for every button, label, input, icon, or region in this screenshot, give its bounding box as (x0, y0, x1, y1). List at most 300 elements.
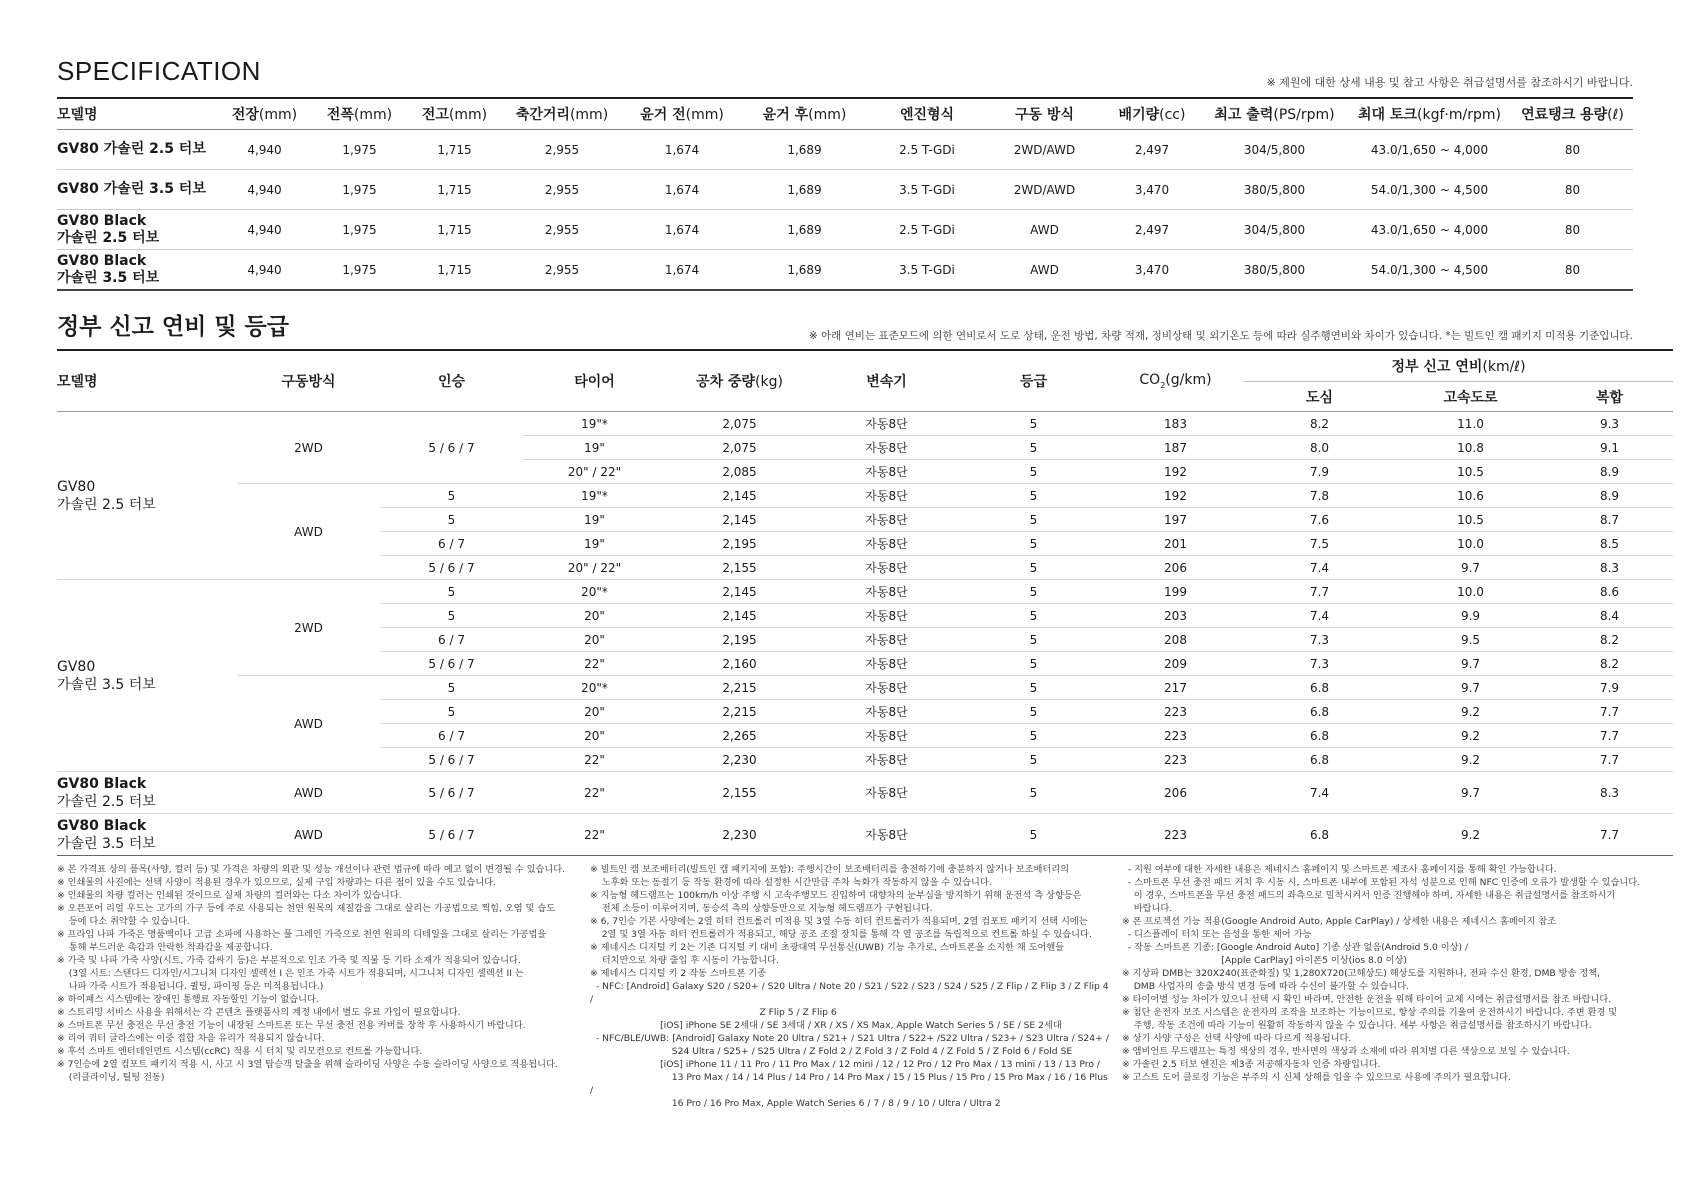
fuel-co2-cell: 223 (1107, 748, 1244, 772)
fuel-comb-cell: 8.3 (1546, 556, 1673, 580)
spec-cell: 1,715 (407, 210, 502, 250)
fuel-model-cell (57, 772, 237, 814)
spec-model-cell (57, 170, 217, 210)
spec-cell: 1,689 (742, 250, 867, 291)
fuel-co2-cell: 203 (1107, 604, 1244, 628)
spec-header-label: 윤거 후 (762, 107, 809, 123)
fuel-city-cell: 6.8 (1244, 724, 1395, 748)
spec-cell: 1,975 (312, 170, 407, 210)
fuel-co2-cell: 197 (1107, 508, 1244, 532)
fuel-city-cell: 7.9 (1244, 460, 1395, 484)
fuel-seats-cell: 5 (380, 700, 523, 724)
fuel-grade-cell: 5 (960, 700, 1107, 724)
fuel-grade-cell: 5 (960, 772, 1107, 814)
fuel-city-cell: 7.3 (1244, 628, 1395, 652)
fuel-hw-cell: 10.8 (1395, 436, 1546, 460)
fuel-weight-cell: 2,145 (666, 508, 813, 532)
spec-cell: 380/5,800 (1202, 250, 1347, 291)
fuel-hw-cell: 11.0 (1395, 412, 1546, 436)
fuel-co2-cell: 217 (1107, 676, 1244, 700)
fuel-weight-cell: 2,155 (666, 772, 813, 814)
fuel-grade-cell: 5 (960, 508, 1107, 532)
note-item: ※ 가솔린 2.5 터보 엔진은 제3종 저공해자동차 인증 차량입니다. (1122, 1059, 1381, 1070)
fuel-model-cell (57, 814, 237, 856)
spec-header-label: 윤거 전 (640, 107, 686, 123)
fuel-city-cell: 6.8 (1244, 748, 1395, 772)
fuel-grade-cell: 5 (960, 748, 1107, 772)
spec-cell: 1,689 (742, 170, 867, 210)
note-item: ※ 하이패스 시스템에는 장애인 통행료 자동할인 기능이 없습니다. (57, 994, 319, 1005)
notes-column-3 (1122, 863, 1642, 1084)
fuel-h-weight: 공차 중량(kg) (666, 350, 813, 412)
fuel-trans-cell: 자동8단 (813, 556, 960, 580)
fuel-drive-cell: AWD (237, 772, 380, 814)
spec-header-unit: (mm) (353, 107, 393, 123)
fuel-comb-cell: 9.3 (1546, 412, 1673, 436)
spec-header-label: 구동 방식 (1015, 107, 1074, 123)
fuel-city-cell: 8.2 (1244, 412, 1395, 436)
spec-cell: 1,674 (622, 130, 742, 170)
spec-header-label: 엔진형식 (899, 107, 955, 123)
fuel-comb-cell: 8.7 (1546, 508, 1673, 532)
spec-cell: 1,689 (742, 130, 867, 170)
fuel-city-cell: 6.8 (1244, 814, 1395, 856)
fuel-comb-cell: 8.9 (1546, 460, 1673, 484)
note-item: ※ 폰 프로젝션 기능 적용(Google Android Auto, Apple CarPlay) / 상세한 내용은 제네시스 홈페이지 참조 - 디스플레이 터치 또는 음성을 통한 제어 가능 - 작동 스마트폰 기종: [Google Android Auto] 기종 상관 없음(Android 5.0 이상) / [Apple CarPlay] 아이폰5 이상(ios 8.0 이상) (1122, 916, 1557, 966)
spec-cell: 2.5 T-GDi (867, 210, 987, 250)
fuel-trans-cell: 자동8단 (813, 412, 960, 436)
note-item: ※ 본 가격표 상의 품목(사양, 컬러 등) 및 가격은 차량의 외관 및 성능 개선이나 관련 법규에 따라 예고 없이 변경될 수 있습니다. (57, 864, 566, 875)
fuel-weight-cell: 2,230 (666, 814, 813, 856)
fuel-seats-cell: 5 / 6 / 7 (380, 748, 523, 772)
fuel-grade-cell: 5 (960, 652, 1107, 676)
fuel-h-grade: 등급 (960, 350, 1107, 412)
fuel-co2-cell: 192 (1107, 484, 1244, 508)
fuel-weight-cell: 2,075 (666, 436, 813, 460)
spec-row (57, 170, 1633, 210)
fuel-city-cell: 7.4 (1244, 604, 1395, 628)
spec-model-line2: 가솔린 2.5 터보 (57, 229, 160, 246)
spec-cell: 2,497 (1102, 210, 1202, 250)
spec-header-cell (1102, 98, 1202, 130)
spec-cell: 1,674 (622, 250, 742, 291)
fuel-co2-cell: 206 (1107, 772, 1244, 814)
fuel-hw-cell: 9.9 (1395, 604, 1546, 628)
spec-header-cell (987, 98, 1102, 130)
spec-table (57, 97, 1633, 291)
fuel-model-line2: 가솔린 3.5 터보 (57, 835, 156, 852)
spec-cell: 3.5 T-GDi (867, 170, 987, 210)
notes-column-1 (57, 863, 577, 1084)
fuel-hw-cell: 9.2 (1395, 700, 1546, 724)
note-item: ※ 제네시스 디지털 키 2 작동 스마트폰 기종 (590, 968, 766, 979)
fuel-weight-cell: 2,195 (666, 628, 813, 652)
spec-model-cell (57, 210, 217, 250)
spec-cell: 80 (1512, 130, 1633, 170)
spec-cell: 4,940 (217, 250, 312, 291)
fuel-model-cell (57, 412, 237, 580)
fuel-seats-cell: 5 / 6 / 7 (380, 412, 523, 484)
fuel-row (57, 814, 1673, 856)
spec-cell: 80 (1512, 210, 1633, 250)
fuel-tire-cell: 20" (523, 604, 666, 628)
fuel-model-line1: GV80 Black (57, 817, 147, 834)
fuel-co2-cell: 192 (1107, 460, 1244, 484)
fuel-h-city: 도심 (1244, 382, 1395, 412)
spec-header-cell (217, 98, 312, 130)
fuel-tire-cell: 19"* (523, 412, 666, 436)
spec-cell: 2WD/AWD (987, 170, 1102, 210)
fuel-seats-cell: 5 / 6 / 7 (380, 772, 523, 814)
fuel-city-cell: 7.7 (1244, 580, 1395, 604)
fuel-tire-cell: 20" (523, 700, 666, 724)
spec-cell: 4,940 (217, 130, 312, 170)
spec-header-unit: (mm) (685, 107, 724, 123)
fuel-model-line2: 가솔린 3.5 터보 (57, 676, 156, 693)
fuel-weight-cell: 2,215 (666, 700, 813, 724)
spec-cell: 304/5,800 (1202, 130, 1347, 170)
fuel-h-drive: 구동방식 (237, 350, 380, 412)
fuel-h-model: 모델명 (57, 350, 237, 412)
fuel-h-eff: 정부 신고 연비(km/ℓ) (1244, 350, 1673, 382)
fuel-hw-cell: 9.2 (1395, 814, 1546, 856)
note-item: ※ 6, 7인승 기본 사양에는 2열 히터 컨트롤러 미적용 및 3열 수동 히터 컨트롤러가 적용되며, 2열 컴포트 패키지 선택 시에는 2열 및 3열 자동 히터 컨트롤러가 적용되고, 해당 공조 조절 장치를 통해 각 열 공조를 독립적으로 컨트롤 하실 수 있습니다. (590, 916, 1092, 940)
fuel-city-cell: 7.6 (1244, 508, 1395, 532)
spec-cell: 304/5,800 (1202, 210, 1347, 250)
fuel-comb-cell: 8.2 (1546, 652, 1673, 676)
fuel-model-line2: 가솔린 2.5 터보 (57, 793, 156, 810)
fuel-city-cell: 6.8 (1244, 700, 1395, 724)
fuel-drive-cell: 2WD (237, 412, 380, 484)
fuel-comb-cell: 7.7 (1546, 748, 1673, 772)
spec-header-unit: (mm) (258, 107, 298, 123)
fuel-seats-cell: 5 (380, 484, 523, 508)
fuel-grade-cell: 5 (960, 604, 1107, 628)
spec-header-cell (312, 98, 407, 130)
fuel-grade-cell: 5 (960, 628, 1107, 652)
spec-header-label: 최고 출력 (1214, 107, 1274, 123)
spec-header-cell (502, 98, 622, 130)
fuel-tire-cell: 22" (523, 652, 666, 676)
fuel-comb-cell: 7.7 (1546, 814, 1673, 856)
spec-cell: 2WD/AWD (987, 130, 1102, 170)
note-item: ※ 빌트인 캠 보조배터리(빌트인 캠 패키지에 포함): 주행시간이 보조배터리를 충전하기에 충분하지 않거나 보조배터리의 노후화 또는 동절기 등 작동 환경에 따라 설정한 시간만큼 주차 녹화가 작동하지 않을 수 있습니다. (590, 864, 1070, 888)
note-item: - NFC: [Android] Galaxy S20 / S20+ / S20 Ultra / Note 20 / S21 / S22 / S23 / S24 / S25 / Z Flip / Z Flip 3 / Z Flip 4 / Z Flip 5 / Z Flip 6 [iOS] iPhone SE 2세대 / SE 3세대 / XR / XS / XS Max, Apple Watch Series 5 / SE / SE 2세대 (590, 981, 1109, 1031)
fuel-seats-cell: 5 (380, 604, 523, 628)
fuel-hw-cell: 10.5 (1395, 508, 1546, 532)
fuel-city-cell: 7.4 (1244, 556, 1395, 580)
note-item: ※ 지상파 DMB는 320X240(표준화질) 및 1,280X720(고해상도) 해상도를 지원하나, 전파 수신 환경, DMB 방송 정책, DMB 사업자의 송출 방식 변경 등에 따라 수신이 불가할 수 있습니다. (1122, 968, 1600, 992)
spec-cell: 4,940 (217, 170, 312, 210)
spec-cell: 1,674 (622, 210, 742, 250)
spec-header-unit: (PS/rpm) (1273, 107, 1335, 123)
spec-header-label: 연료탱크 용량 (1521, 107, 1608, 123)
fuel-model-line1: GV80 (57, 658, 96, 675)
spec-cell: 1,689 (742, 210, 867, 250)
spec-cell: 1,715 (407, 130, 502, 170)
fuel-hw-cell: 9.2 (1395, 748, 1546, 772)
fuel-tire-cell: 22" (523, 814, 666, 856)
fuel-trans-cell: 자동8단 (813, 748, 960, 772)
fuel-trans-cell: 자동8단 (813, 604, 960, 628)
spec-cell: 3.5 T-GDi (867, 250, 987, 291)
note-item: - 스마트폰 무선 충전 패드 거치 후 시동 시, 스마트폰 내부에 포함된 자석 성분으로 인해 NFC 인증에 오류가 발생할 수 있습니다. 이 경우, 스마트폰을 무선 충전 패드의 좌측으로 밀착시켜서 인증 진행해야 하며, 자세한 내용은 취급설명서를 참조하시기 바랍니다. (1127, 877, 1640, 914)
spec-header-label: 전장 (231, 107, 259, 123)
fuel-hw-cell: 10.5 (1395, 460, 1546, 484)
fuel-trans-cell: 자동8단 (813, 772, 960, 814)
spec-header-unit: (cc) (1159, 107, 1186, 123)
fuel-h-co2: $CO_2(g/km)$ (1107, 350, 1244, 412)
fuel-table (57, 349, 1673, 856)
spec-cell: 1,975 (312, 250, 407, 291)
fuel-model-line1: GV80 (57, 478, 96, 495)
spec-model-line1: GV80 가솔린 2.5 터보 (57, 141, 206, 157)
fuel-grade-cell: 5 (960, 724, 1107, 748)
note-item: ※ 인쇄물의 차량 컬러는 인쇄된 것이므로 실제 차량의 컬러와는 다소 차이가 있습니다. (57, 890, 402, 901)
fuel-comb-cell: 9.1 (1546, 436, 1673, 460)
fuel-seats-cell: 5 / 6 / 7 (380, 556, 523, 580)
fuel-co2-cell: 206 (1107, 556, 1244, 580)
spec-cell: 54.0/1,300 ~ 4,500 (1347, 250, 1512, 291)
fuel-drive-cell: AWD (237, 676, 380, 772)
fuel-trans-cell: 자동8단 (813, 508, 960, 532)
fuel-city-cell: 7.4 (1244, 772, 1395, 814)
fuel-row (57, 484, 1673, 508)
fuel-weight-cell: 2,195 (666, 532, 813, 556)
fuel-comb-cell: 7.7 (1546, 700, 1673, 724)
fuel-co2-cell: 208 (1107, 628, 1244, 652)
spec-cell: 1,715 (407, 170, 502, 210)
spec-cell: 2,955 (502, 250, 622, 291)
fuel-h-seats: 인승 (380, 350, 523, 412)
fuel-h-combined: 복합 (1546, 382, 1673, 412)
fuel-hw-cell: 10.6 (1395, 484, 1546, 508)
spec-cell: 2,955 (502, 210, 622, 250)
fuel-trans-cell: 자동8단 (813, 628, 960, 652)
fuel-seats-cell: 5 / 6 / 7 (380, 814, 523, 856)
fuel-comb-cell: 8.2 (1546, 628, 1673, 652)
fuel-grade-cell: 5 (960, 460, 1107, 484)
spec-cell: 1,674 (622, 170, 742, 210)
spec-header-label: 전고 (421, 107, 449, 123)
fuel-tire-cell: 20" / 22" (523, 556, 666, 580)
fuel-co2-cell: 223 (1107, 814, 1244, 856)
fuel-weight-cell: 2,230 (666, 748, 813, 772)
fuel-tire-cell: 20" (523, 628, 666, 652)
fuel-hw-cell: 9.7 (1395, 556, 1546, 580)
spec-header-unit: (mm) (808, 107, 847, 123)
spec-header-cell (1512, 98, 1633, 130)
fuel-hw-cell: 9.7 (1395, 676, 1546, 700)
fuel-trans-cell: 자동8단 (813, 532, 960, 556)
spec-model-line1: GV80 Black (57, 252, 147, 269)
note-item: ※ 제네시스 디지털 키 2는 기존 디지털 키 대비 초광대역 무선통신(UWB) 기능 추가로, 스마트폰을 소지한 채 도어핸들 터치만으로 차량 출입 후 시동이 가능합니다. (590, 942, 1065, 966)
spec-cell: 380/5,800 (1202, 170, 1347, 210)
fuel-seats-cell: 6 / 7 (380, 724, 523, 748)
fuel-note: ※ 아래 연비는 표준모드에 의한 연비로서 도로 상태, 운전 방법, 차량 적재, 정비상태 및 외기온도 등에 따라 실주행연비와 차이가 있습니다. *는 빌트인 캠 패키지 미적용 기준입니다. (808, 330, 1633, 342)
spec-cell: AWD (987, 250, 1102, 291)
fuel-co2-cell: 201 (1107, 532, 1244, 556)
spec-cell: 2,497 (1102, 130, 1202, 170)
fuel-seats-cell: 5 (380, 676, 523, 700)
fuel-hw-cell: 9.5 (1395, 628, 1546, 652)
fuel-grade-cell: 5 (960, 676, 1107, 700)
spec-cell: 3,470 (1102, 170, 1202, 210)
spec-row (57, 130, 1633, 170)
fuel-row (57, 580, 1673, 604)
spec-header-cell (57, 98, 217, 130)
note-item: ※ 상기 사양 구성은 선택 사양에 따라 다르게 적용됩니다. (1122, 1033, 1352, 1044)
fuel-tire-cell: 19"* (523, 484, 666, 508)
fuel-seats-cell: 5 (380, 580, 523, 604)
fuel-comb-cell: 8.4 (1546, 604, 1673, 628)
fuel-weight-cell: 2,155 (666, 556, 813, 580)
fuel-co2-cell: 223 (1107, 700, 1244, 724)
fuel-title: 정부 신고 연비 및 등급 (57, 314, 289, 340)
fuel-weight-cell: 2,145 (666, 604, 813, 628)
fuel-comb-cell: 8.6 (1546, 580, 1673, 604)
fuel-hw-cell: 9.2 (1395, 724, 1546, 748)
note-item: ※ 가죽 및 나파 가죽 사양(시트, 가죽 감싸기 등)은 부분적으로 인조 가죽 및 직물 등 기타 소재가 적용되어 있습니다. (3열 시트: 스탠다드 디자인/시그니처 디자인 셀렉션 I 은 인조 가죽 시트가 적용되며, 시그니처 디자인 셀렉션 II 는 나파 가죽 시트가 적용됩니다. 퀼팅, 파이핑 등은 미적용됩니다.) (57, 955, 524, 992)
fuel-tire-cell: 22" (523, 772, 666, 814)
fuel-tire-cell: 20"* (523, 676, 666, 700)
fuel-city-cell: 6.8 (1244, 676, 1395, 700)
fuel-tire-cell: 22" (523, 748, 666, 772)
fuel-comb-cell: 7.9 (1546, 676, 1673, 700)
note-item: ※ 앰비언트 무드램프는 특정 색상의 경우, 반사면의 색상과 소재에 따라 위치별 다른 색상으로 보일 수 있습니다. (1122, 1046, 1570, 1057)
fuel-weight-cell: 2,145 (666, 484, 813, 508)
fuel-trans-cell: 자동8단 (813, 436, 960, 460)
fuel-hw-cell: 9.7 (1395, 652, 1546, 676)
fuel-weight-cell: 2,075 (666, 412, 813, 436)
fuel-trans-cell: 자동8단 (813, 460, 960, 484)
spec-cell: AWD (987, 210, 1102, 250)
spec-model-line1: GV80 가솔린 3.5 터보 (57, 181, 206, 197)
spec-model-cell (57, 130, 217, 170)
fuel-co2-cell: 187 (1107, 436, 1244, 460)
spec-header-unit: (ℓ) (1607, 107, 1624, 123)
fuel-model-line2: 가솔린 2.5 터보 (57, 496, 156, 513)
fuel-trans-cell: 자동8단 (813, 652, 960, 676)
spec-cell: 3,470 (1102, 250, 1202, 291)
fuel-seats-cell: 5 (380, 508, 523, 532)
fuel-seats-cell: 6 / 7 (380, 532, 523, 556)
spec-header-cell (1347, 98, 1512, 130)
fuel-drive-cell: AWD (237, 814, 380, 856)
note-item: ※ 타이어별 성능 차이가 있으니 선택 시 확인 바라며, 안전한 운전을 위해 타이어 교체 시에는 취급설명서를 참조 바랍니다. (1122, 994, 1612, 1005)
note-item: ※ 후석 스마트 엔터테인먼트 시스템(ccRC) 적용 시 터치 및 리모컨으로 컨트롤 가능합니다. (57, 1046, 423, 1057)
fuel-co2-cell: 199 (1107, 580, 1244, 604)
fuel-comb-cell: 7.7 (1546, 724, 1673, 748)
fuel-trans-cell: 자동8단 (813, 814, 960, 856)
note-item: ※ 인쇄물의 사진에는 선택 사양이 적용된 경우가 있으므로, 실제 구입 차량과는 다른 점이 있을 수도 있습니다. (57, 877, 496, 888)
fuel-trans-cell: 자동8단 (813, 484, 960, 508)
fuel-weight-cell: 2,265 (666, 724, 813, 748)
spec-cell: 1,975 (312, 130, 407, 170)
spec-header-label: 축간거리 (515, 107, 570, 123)
fuel-grade-cell: 5 (960, 556, 1107, 580)
fuel-h-trans: 변속기 (813, 350, 960, 412)
spec-model-line1: GV80 Black (57, 212, 147, 229)
spec-cell: 4,940 (217, 210, 312, 250)
note-item: ※ 지능형 헤드램프는 100km/h 이상 주행 시 고속주행모드 진입하여 대향차의 눈부심을 방지하기 위해 운전석 측 상향등은 전체 소등이 이루어지며, 동승석 측의 상향등만으로 지능형 헤드램프가 구현됩니다. (590, 890, 1082, 914)
note-item: - NFC/BLE/UWB: [Android] Galaxy Note 20 Ultra / S21+ / S21 Ultra / S22+ /S22 Ultra / S23+ / S23 Ultra / S24+ / S24 Ultra / S25+ / S25 Ultra / Z Fold 2 / Z Fold 3 / Z Fold 4 / Z Fold 5 / Z Fold 6 / Fold SE [iOS] iPhone 11 / 11 Pro / 11 Pro Max / 12 mini / 12 / 12 Pro / 12 Pro Max / 13 mini / 13 / 13 Pro / 13 Pro Max / 14 / 14 Plus / 14 Pro / 14 Pro Max / 15 / 15 Plus / 15 Pro / 15 Pro Max / 16 / 16 Plus / 16 Pro / 16 Pro Max, Apple Watch Series 6 / 7 / 8 / 9 / 10 / Ultra / Ultra 2 (590, 1033, 1109, 1109)
spec-header-label: 전폭 (326, 107, 354, 123)
spec-header-label: 최대 토크 (1358, 107, 1418, 123)
note-item: ※ 리어 쿼터 글라스에는 이중 접합 차음 유리가 적용되지 않습니다. (57, 1033, 325, 1044)
fuel-trans-cell: 자동8단 (813, 724, 960, 748)
fuel-drive-cell: 2WD (237, 580, 380, 676)
note-item: ※ 스트리밍 서비스 사용을 위해서는 각 콘텐츠 플랫폼사의 계정 내에서 별도 유료 가입이 필요합니다. (57, 1007, 461, 1018)
fuel-grade-cell: 5 (960, 412, 1107, 436)
spec-header-cell (867, 98, 987, 130)
fuel-row (57, 772, 1673, 814)
spec-cell: 43.0/1,650 ~ 4,000 (1347, 210, 1512, 250)
fuel-drive-cell: AWD (237, 484, 380, 580)
spec-note: ※ 제원에 대한 상세 내용 및 참고 사항은 취급설명서를 참조하시기 바랍니다. (1266, 76, 1633, 89)
fuel-co2-cell: 209 (1107, 652, 1244, 676)
spec-cell: 2.5 T-GDi (867, 130, 987, 170)
fuel-city-cell: 8.0 (1244, 436, 1395, 460)
fuel-weight-cell: 2,215 (666, 676, 813, 700)
fuel-co2-cell: 183 (1107, 412, 1244, 436)
spec-cell: 80 (1512, 170, 1633, 210)
fuel-city-cell: 7.5 (1244, 532, 1395, 556)
spec-header-unit: (mm) (448, 107, 488, 123)
fuel-trans-cell: 자동8단 (813, 580, 960, 604)
spec-cell: 2,955 (502, 170, 622, 210)
fuel-hw-cell: 10.0 (1395, 580, 1546, 604)
fuel-tire-cell: 20" / 22" (523, 460, 666, 484)
fuel-trans-cell: 자동8단 (813, 676, 960, 700)
fuel-weight-cell: 2,085 (666, 460, 813, 484)
spec-header-cell (622, 98, 742, 130)
spec-model-cell (57, 250, 217, 291)
spec-cell: 54.0/1,300 ~ 4,500 (1347, 170, 1512, 210)
note-item: ※ 스마트폰 무선 충전은 무선 충전 기능이 내장된 스마트폰 또는 무선 충전 전용 커버를 장착 후 사용하시기 바랍니다. (57, 1020, 526, 1031)
fuel-city-cell: 7.8 (1244, 484, 1395, 508)
fuel-co2-cell: 223 (1107, 724, 1244, 748)
note-item: ※ 고스트 도어 클로징 기능은 부주의 시 신체 상해를 입을 수 있으므로 사용에 주의가 필요합니다. (1122, 1072, 1511, 1083)
spec-cell: 80 (1512, 250, 1633, 291)
spec-header-label: 모델명 (57, 107, 98, 123)
fuel-city-cell: 7.3 (1244, 652, 1395, 676)
fuel-grade-cell: 5 (960, 484, 1107, 508)
fuel-tire-cell: 19" (523, 508, 666, 532)
fuel-header-row (57, 350, 1673, 382)
spec-cell: 1,975 (312, 210, 407, 250)
spec-header-unit: (kgf·m/rpm) (1417, 107, 1501, 123)
fuel-comb-cell: 8.3 (1546, 772, 1673, 814)
spec-header-cell (1202, 98, 1347, 130)
fuel-tire-cell: 19" (523, 436, 666, 460)
fuel-grade-cell: 5 (960, 814, 1107, 856)
fuel-seats-cell: 5 / 6 / 7 (380, 652, 523, 676)
spec-header-label: 배기량 (1118, 107, 1160, 123)
fuel-model-line1: GV80 Black (57, 775, 147, 792)
fuel-grade-cell: 5 (960, 532, 1107, 556)
note-item: ※ 프라임 나파 가죽은 명품백이나 고급 소파에 사용하는 풀 그레인 가죽으로 천연 원피의 디테일을 그대로 살리는 가공법을 통해 부드러운 촉감과 안락한 착좌감을 제공합니다. (57, 929, 547, 953)
fuel-hw-cell: 9.7 (1395, 772, 1546, 814)
fuel-model-cell (57, 580, 237, 772)
fuel-seats-cell: 6 / 7 (380, 628, 523, 652)
note-item: ※ 오픈포어 리얼 우드는 고가의 가구 등에 주로 사용되는 천연 원목의 재질감을 그대로 살리는 가공법으로 찍힘, 오염 및 습도 등에 다소 취약할 수 있습니다. (57, 903, 556, 927)
note-item: - 지원 여부에 대한 자세한 내용은 제네시스 홈페이지 및 스마트폰 제조사 홈페이지를 통해 확인 가능합니다. (1122, 864, 1557, 875)
fuel-comb-cell: 8.5 (1546, 532, 1673, 556)
spec-header-unit: (mm) (569, 107, 609, 123)
notes-column-2 (590, 863, 1110, 1110)
fuel-h-highway: 고속도로 (1395, 382, 1546, 412)
